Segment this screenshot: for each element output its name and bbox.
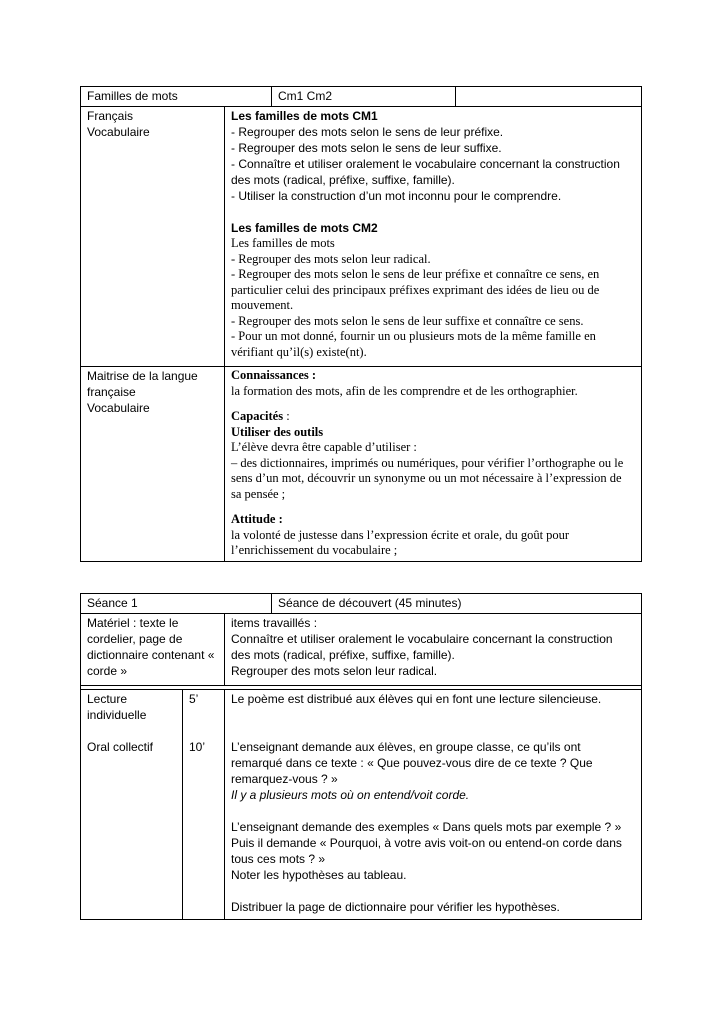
cm2-item: - Regrouper des mots selon le sens de leur préfixe et connaître ce sens, en particulier celui des principaux préfixes exprimant des idées de lieu ou de mouvement. [231,267,600,312]
cm1-title: Les familles de mots CM1 [231,109,378,123]
attitude-text: la volonté de justesse dans l’expression écrite et orale, du goût pour l’enrichissement du vocabulaire ; [231,527,570,557]
session-subtitle: Séance de découvert (45 minutes) [272,594,642,614]
attitude-title: Attitude : [231,512,283,526]
body-p2: L’enseignant demande aux élèves, en groupe classe, ce qu’ils ont remarqué dans ce texte : « Que pouvez-vous dire de ce texte ? Que remarquez-vous ? » [231,740,593,786]
item: Regrouper des mots selon leur radical. [231,664,438,678]
phase-times-cell [183,690,225,920]
materiel-cell: Matériel : texte le cordelier, page de dictionnaire contenant « corde » [81,614,225,686]
session-title: Séance 1 [81,594,272,614]
item: Connaître et utiliser oralement le vocabulaire concernant la construction des mots (radical, préfixe, suffixe, famille). [231,632,613,662]
row1-left-line: Français [87,109,134,123]
program-row-maitrise [81,367,642,562]
program-table [80,86,642,562]
row2-left-cell [81,367,225,562]
cm2-item: - Regrouper des mots selon le sens de leur suffixe et connaître ce sens. [231,313,584,328]
session-body-cell [225,690,642,920]
body-p2-answer: Il y a plusieurs mots où on entend/voit corde. [231,788,470,802]
row1-content-cell [225,107,642,367]
connaissances-text: la formation des mots, afin de les comprendre et de les orthographier. [231,383,578,398]
capacites-title: Capacités [231,409,284,423]
capacites-colon: : [283,409,290,423]
header-level: Cm1 Cm2 [272,87,456,107]
session-header-row [81,594,642,614]
phase2-label: Oral collectif [87,740,154,754]
cm1-item: - Regrouper des mots selon le sens de leur suffixe. [231,141,502,155]
connaissances-title: Connaissances : [231,368,317,382]
cm2-subtitle: Les familles de mots [231,236,335,250]
row1-left-cell [81,107,225,367]
session-body-row [81,690,642,920]
outils-intro: L’élève devra être capable d’utiliser : [231,440,417,454]
outils-text: – des dictionnaires, imprimés ou numériques, pour vérifier l’orthographe ou le sens d’un mot, découvrir un synonyme ou un mot nécessaire à l’expression de sa pensée ; [231,455,624,501]
cm2-title: Les familles de mots CM2 [231,221,378,235]
body-p3c: Noter les hypothèses au tableau. [231,868,407,882]
cm1-item: - Regrouper des mots selon le sens de leur préfixe. [231,125,504,139]
program-header-row [81,87,642,107]
row2-content-cell [225,367,642,562]
row1-left-line: Vocabulaire [87,125,150,139]
items-title: items travaillés : [231,616,318,630]
row2-left-line: Maitrise de la langue française [87,369,198,399]
phase2-time: 10’ [189,740,206,754]
cm2-item: - Regrouper des mots selon leur radical. [231,251,431,266]
row2-left-line: Vocabulaire [87,401,150,415]
body-p3a: L’enseignant demande des exemples « Dans quels mots par exemple ? » [231,820,622,834]
outils-title: Utiliser des outils [231,424,324,439]
body-p1: Le poème est distribué aux élèves qui en font une lecture silencieuse. [231,692,602,706]
phase1-time: 5’ [189,692,199,706]
body-p3b: Puis il demande « Pourquoi, à votre avis voit-on ou entend-on corde dans tous ces mots ? » [231,836,622,866]
header-empty [456,87,642,107]
cm1-item: - Connaître et utiliser oralement le vocabulaire concernant la construction des mots (radical, préfixe, suffixe, famille). [231,157,620,187]
session-materiel-row [81,614,642,686]
body-p4: Distribuer la page de dictionnaire pour vérifier les hypothèses. [231,900,560,914]
session-table [80,593,642,920]
phase1-label: Lecture individuelle [87,692,147,722]
phase-labels-cell [81,690,183,920]
cm2-item: - Pour un mot donné, fournir un ou plusieurs mots de la même famille en vérifiant qu’il(s) existe(nt). [231,329,596,359]
cm1-item: - Utiliser la construction d’un mot inconnu pour le comprendre. [231,189,562,203]
program-row-francais [81,107,642,367]
header-subject: Familles de mots [81,87,272,107]
items-cell [225,614,642,686]
